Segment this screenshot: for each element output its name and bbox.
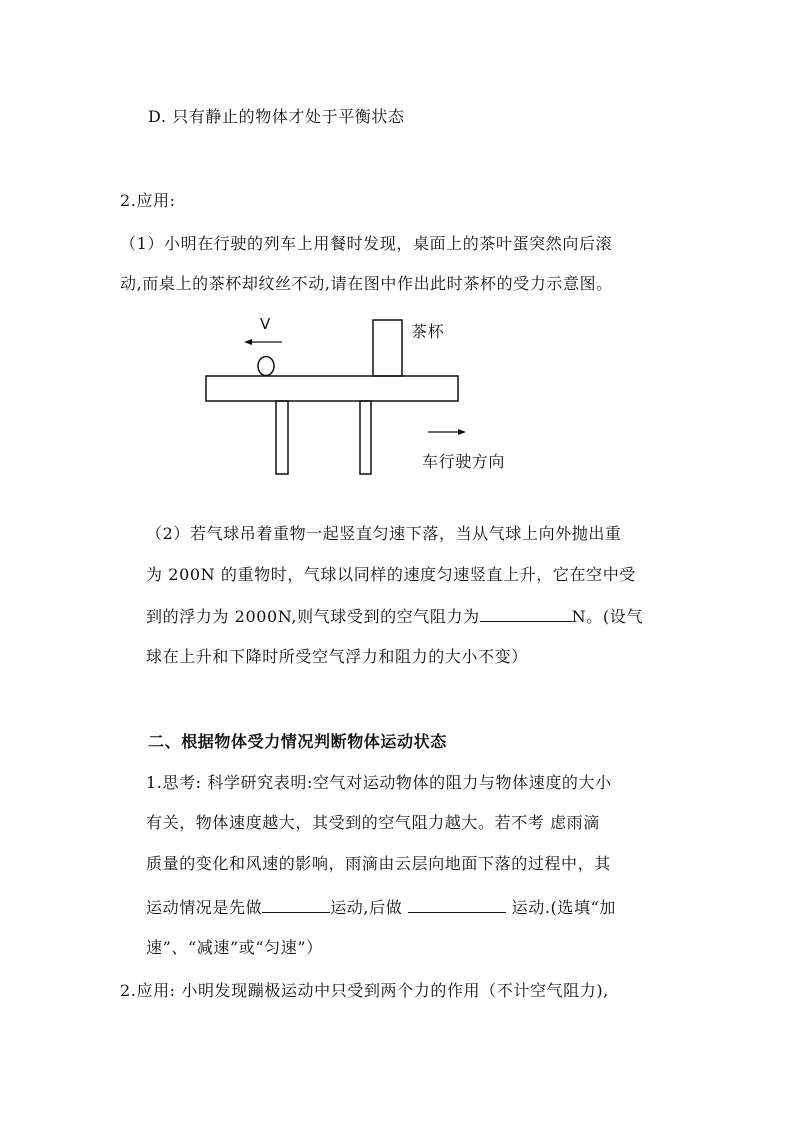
- think-line-4: [146, 896, 616, 919]
- table-figure: [0, 0, 794, 500]
- tea-egg: [258, 357, 274, 376]
- velocity-arrowhead: [244, 339, 252, 345]
- table-leg-right: [360, 401, 371, 474]
- question-2-line-3-after: N。(设气: [571, 607, 643, 626]
- table-top: [206, 376, 458, 401]
- velocity-label: V: [260, 315, 271, 333]
- direction-arrowhead: [458, 429, 466, 435]
- motion-blank-2[interactable]: [408, 896, 506, 913]
- think-line-4-b: 运动,后做: [330, 898, 403, 917]
- question-2-line-1: （2）若气球吊着重物一起竖直匀速下落，当从气球上向外抛出重: [146, 524, 622, 543]
- application-heading: 2.应用:: [120, 191, 176, 210]
- think-line-4-a: 运动情况是先做: [146, 898, 263, 917]
- section-2-title: 二、根据物体受力情况判断物体运动状态: [148, 732, 447, 751]
- motion-blank-1[interactable]: [262, 896, 330, 913]
- question-1-line-1: （1）小明在行驶的列车上用餐时发现，桌面上的茶叶蛋突然向后滚: [120, 234, 613, 253]
- think-line-5: 速”、“减速”或“匀速”）: [146, 938, 323, 957]
- air-resistance-blank[interactable]: [480, 605, 572, 622]
- think-line-3: 质量的变化和风速的影响，雨滴由云层向地面下落的过程中，其: [146, 854, 611, 873]
- question-2-line-4: 球在上升和下降时所受空气浮力和阻力的大小不变）: [146, 647, 528, 666]
- option-d-text: D. 只有静止的物体才处于平衡状态: [148, 107, 405, 126]
- cup-label: 茶杯: [411, 322, 445, 341]
- apply-line: 2.应用: 小明发现蹦极运动中只受到两个力的作用（不计空气阻力),: [120, 981, 609, 1000]
- direction-label: 车行驶方向: [422, 452, 506, 471]
- table-leg-left: [276, 401, 288, 474]
- tea-cup: [373, 320, 402, 376]
- think-line-1: 1.思考: 科学研究表明:空气对运动物体的阻力与物体速度的大小: [146, 773, 612, 792]
- think-line-4-c: 运动.(选填“加: [511, 898, 616, 917]
- think-line-2: 有关，物体速度越大，其受到的空气阻力越大。若不考 虑雨滴: [146, 813, 600, 832]
- question-2-line-3-before: 到的浮力为 2000N,则气球受到的空气阻力为: [146, 607, 480, 626]
- question-2-line-3: [146, 605, 643, 628]
- question-1-line-2: 动,而桌上的茶杯却纹丝不动,请在图中作出此时茶杯的受力示意图。: [120, 274, 613, 293]
- table-diagram: [0, 0, 794, 500]
- question-2-line-2: 为 200N 的重物时，气球以同样的速度匀速竖直上升，它在空中受: [146, 565, 636, 584]
